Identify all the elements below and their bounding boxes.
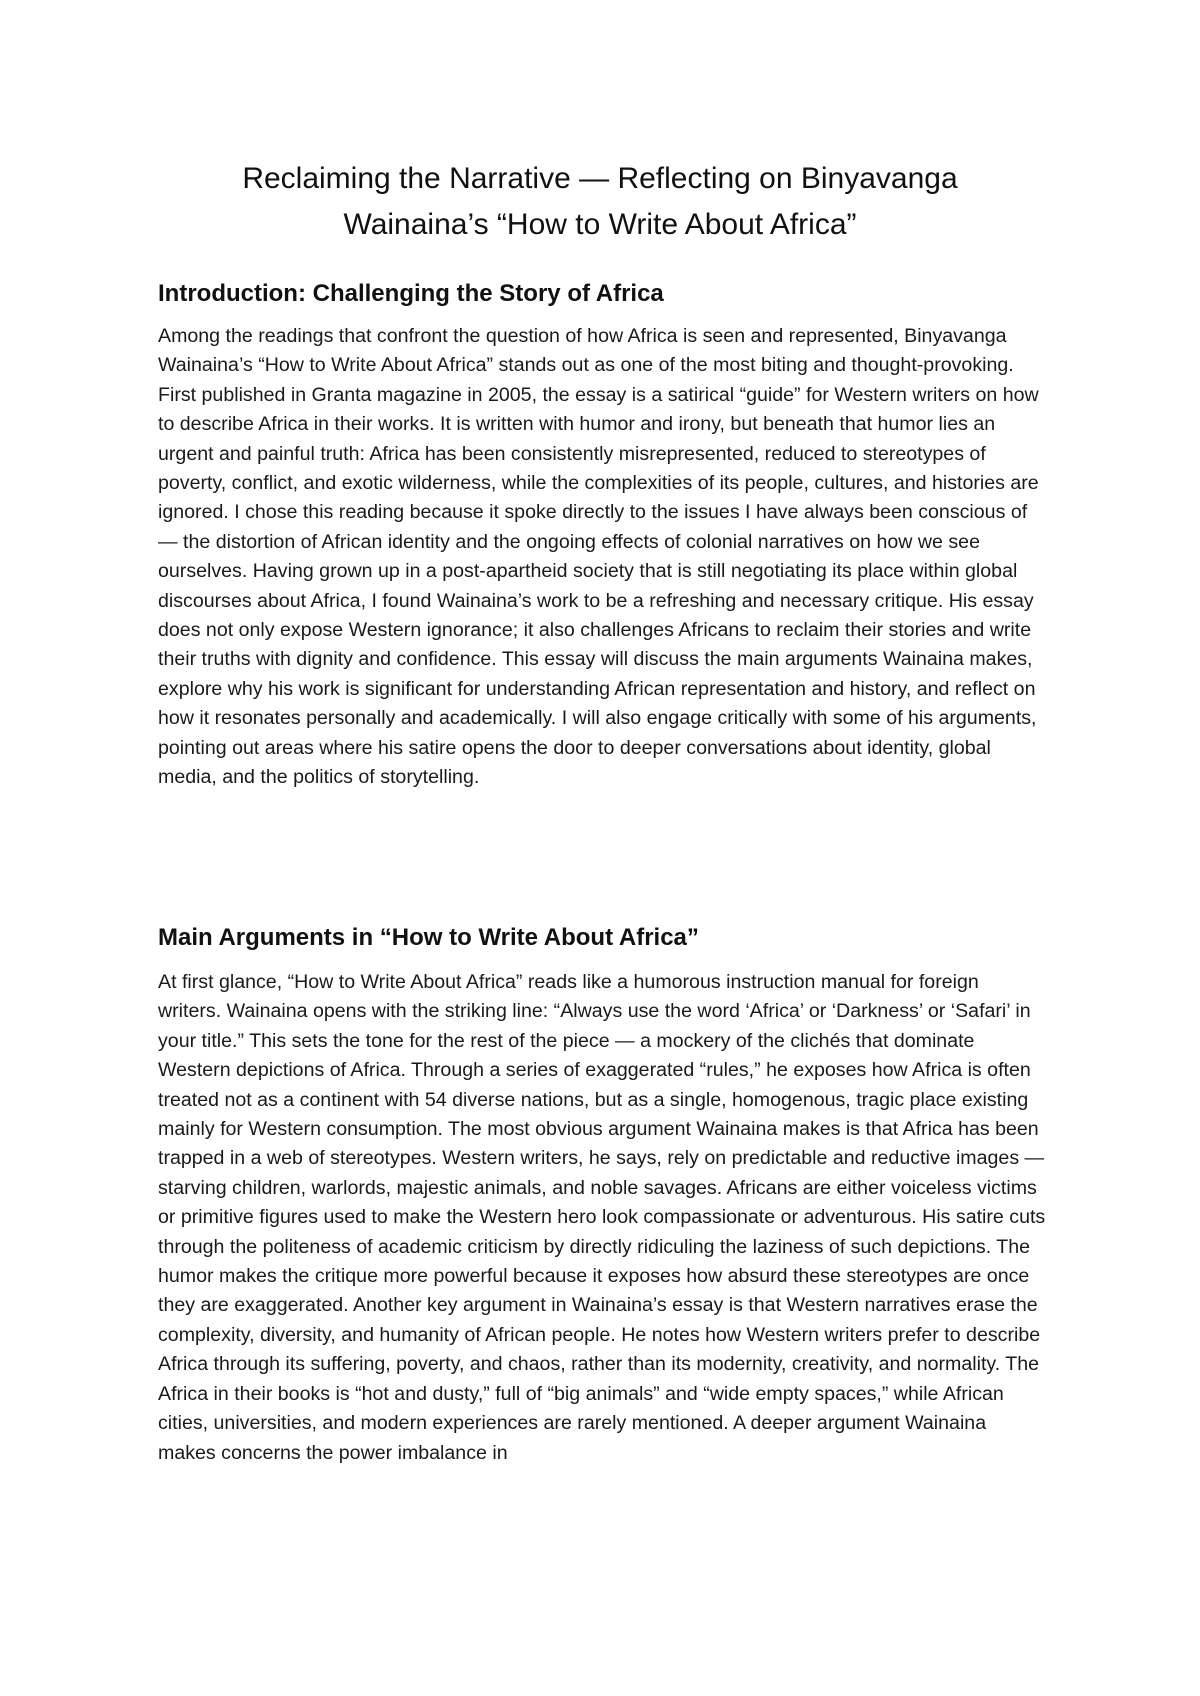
section-paragraph-introduction: Among the readings that confront the question of how Africa is seen and represented, Binyavanga Wainaina’s “How to Write About Africa” stands out as one of the most biting and thought-provoking. First published in Granta magazine in 2005, the essay is a satirical “guide” for Western writers on how to describe Africa in their works. It is written with humor and irony, but beneath that humor lies an urgent and painful truth: Africa has been consistently misrepresented, reduced to stereotypes of poverty, conflict, and exotic wilderness, while the complexities of its people, cultures, and histories are ignored. I chose this reading because it spoke directly to the issues I have always been conscious of — the distortion of African identity and the ongoing effects of colonial narratives on how we see ourselves. Having grown up in a post-apartheid society that is still negotiating its place within global discourses about Africa, I found Wainaina’s work to be a refreshing and necessary critique. His essay does not only expose Western ignorance; it also challenges Africans to reclaim their stories and write their truths with dignity and confidence. This essay will discuss the main arguments Wainaina makes, explore why his work is significant for understanding African representation and history, and reflect on how it resonates personally and academically. I will also engage critically with some of his arguments, pointing out areas where his satire opens the door to deeper conversations about identity, global media, and the politics of storytelling. bbox=[158, 325, 1039, 789]
section-paragraph-main-arguments: At first glance, “How to Write About Africa” reads like a humorous instruction manual for foreign writers. Wainaina opens with the striking line: “Always use the word ‘Africa’ or ‘Darkness’ or ‘Safari’ in your title.” This sets the tone for the rest of the piece — a mockery of the clichés that dominate Western depictions of Africa. Through a series of exaggerated “rules,” he exposes how Africa is often treated not as a continent with 54 diverse nations, but as a single, homogenous, tragic place existing mainly for Western consumption. The most obvious argument Wainaina makes is that Africa has been trapped in a web of stereotypes. Western writers, he says, rely on predictable and reductive images — starving children, warlords, majestic animals, and noble savages. Africans are either voiceless victims or primitive figures used to make the Western hero look compassionate or adventurous. His satire cuts through the politeness of academic criticism by directly ridiculing the laziness of such depictions. The humor makes the critique more powerful because it exposes how absurd these stereotypes are once they are exaggerated. Another key argument in Wainaina’s essay is that Western narratives erase the complexity, diversity, and humanity of African people. He notes how Western writers prefer to describe Africa through its suffering, poverty, and chaos, rather than its modernity, creativity, and normality. The Africa in their books is “hot and dusty,” full of “big animals” and “wide empty spaces,” while African cities, universities, and modern experiences are rarely mentioned. A deeper argument Wainaina makes concerns the power imbalance in bbox=[158, 971, 1046, 1464]
section-heading-main-arguments: Main Arguments in “How to Write About Africa” bbox=[158, 924, 699, 951]
section-heading-introduction: Introduction: Challenging the Story of Africa bbox=[158, 280, 664, 307]
document-title bbox=[160, 156, 1040, 248]
title-line-1: Reclaiming the Narrative — Reflecting on Binyavanga bbox=[242, 162, 958, 195]
title-line-2: Wainaina’s “How to Write About Africa” bbox=[343, 208, 857, 241]
